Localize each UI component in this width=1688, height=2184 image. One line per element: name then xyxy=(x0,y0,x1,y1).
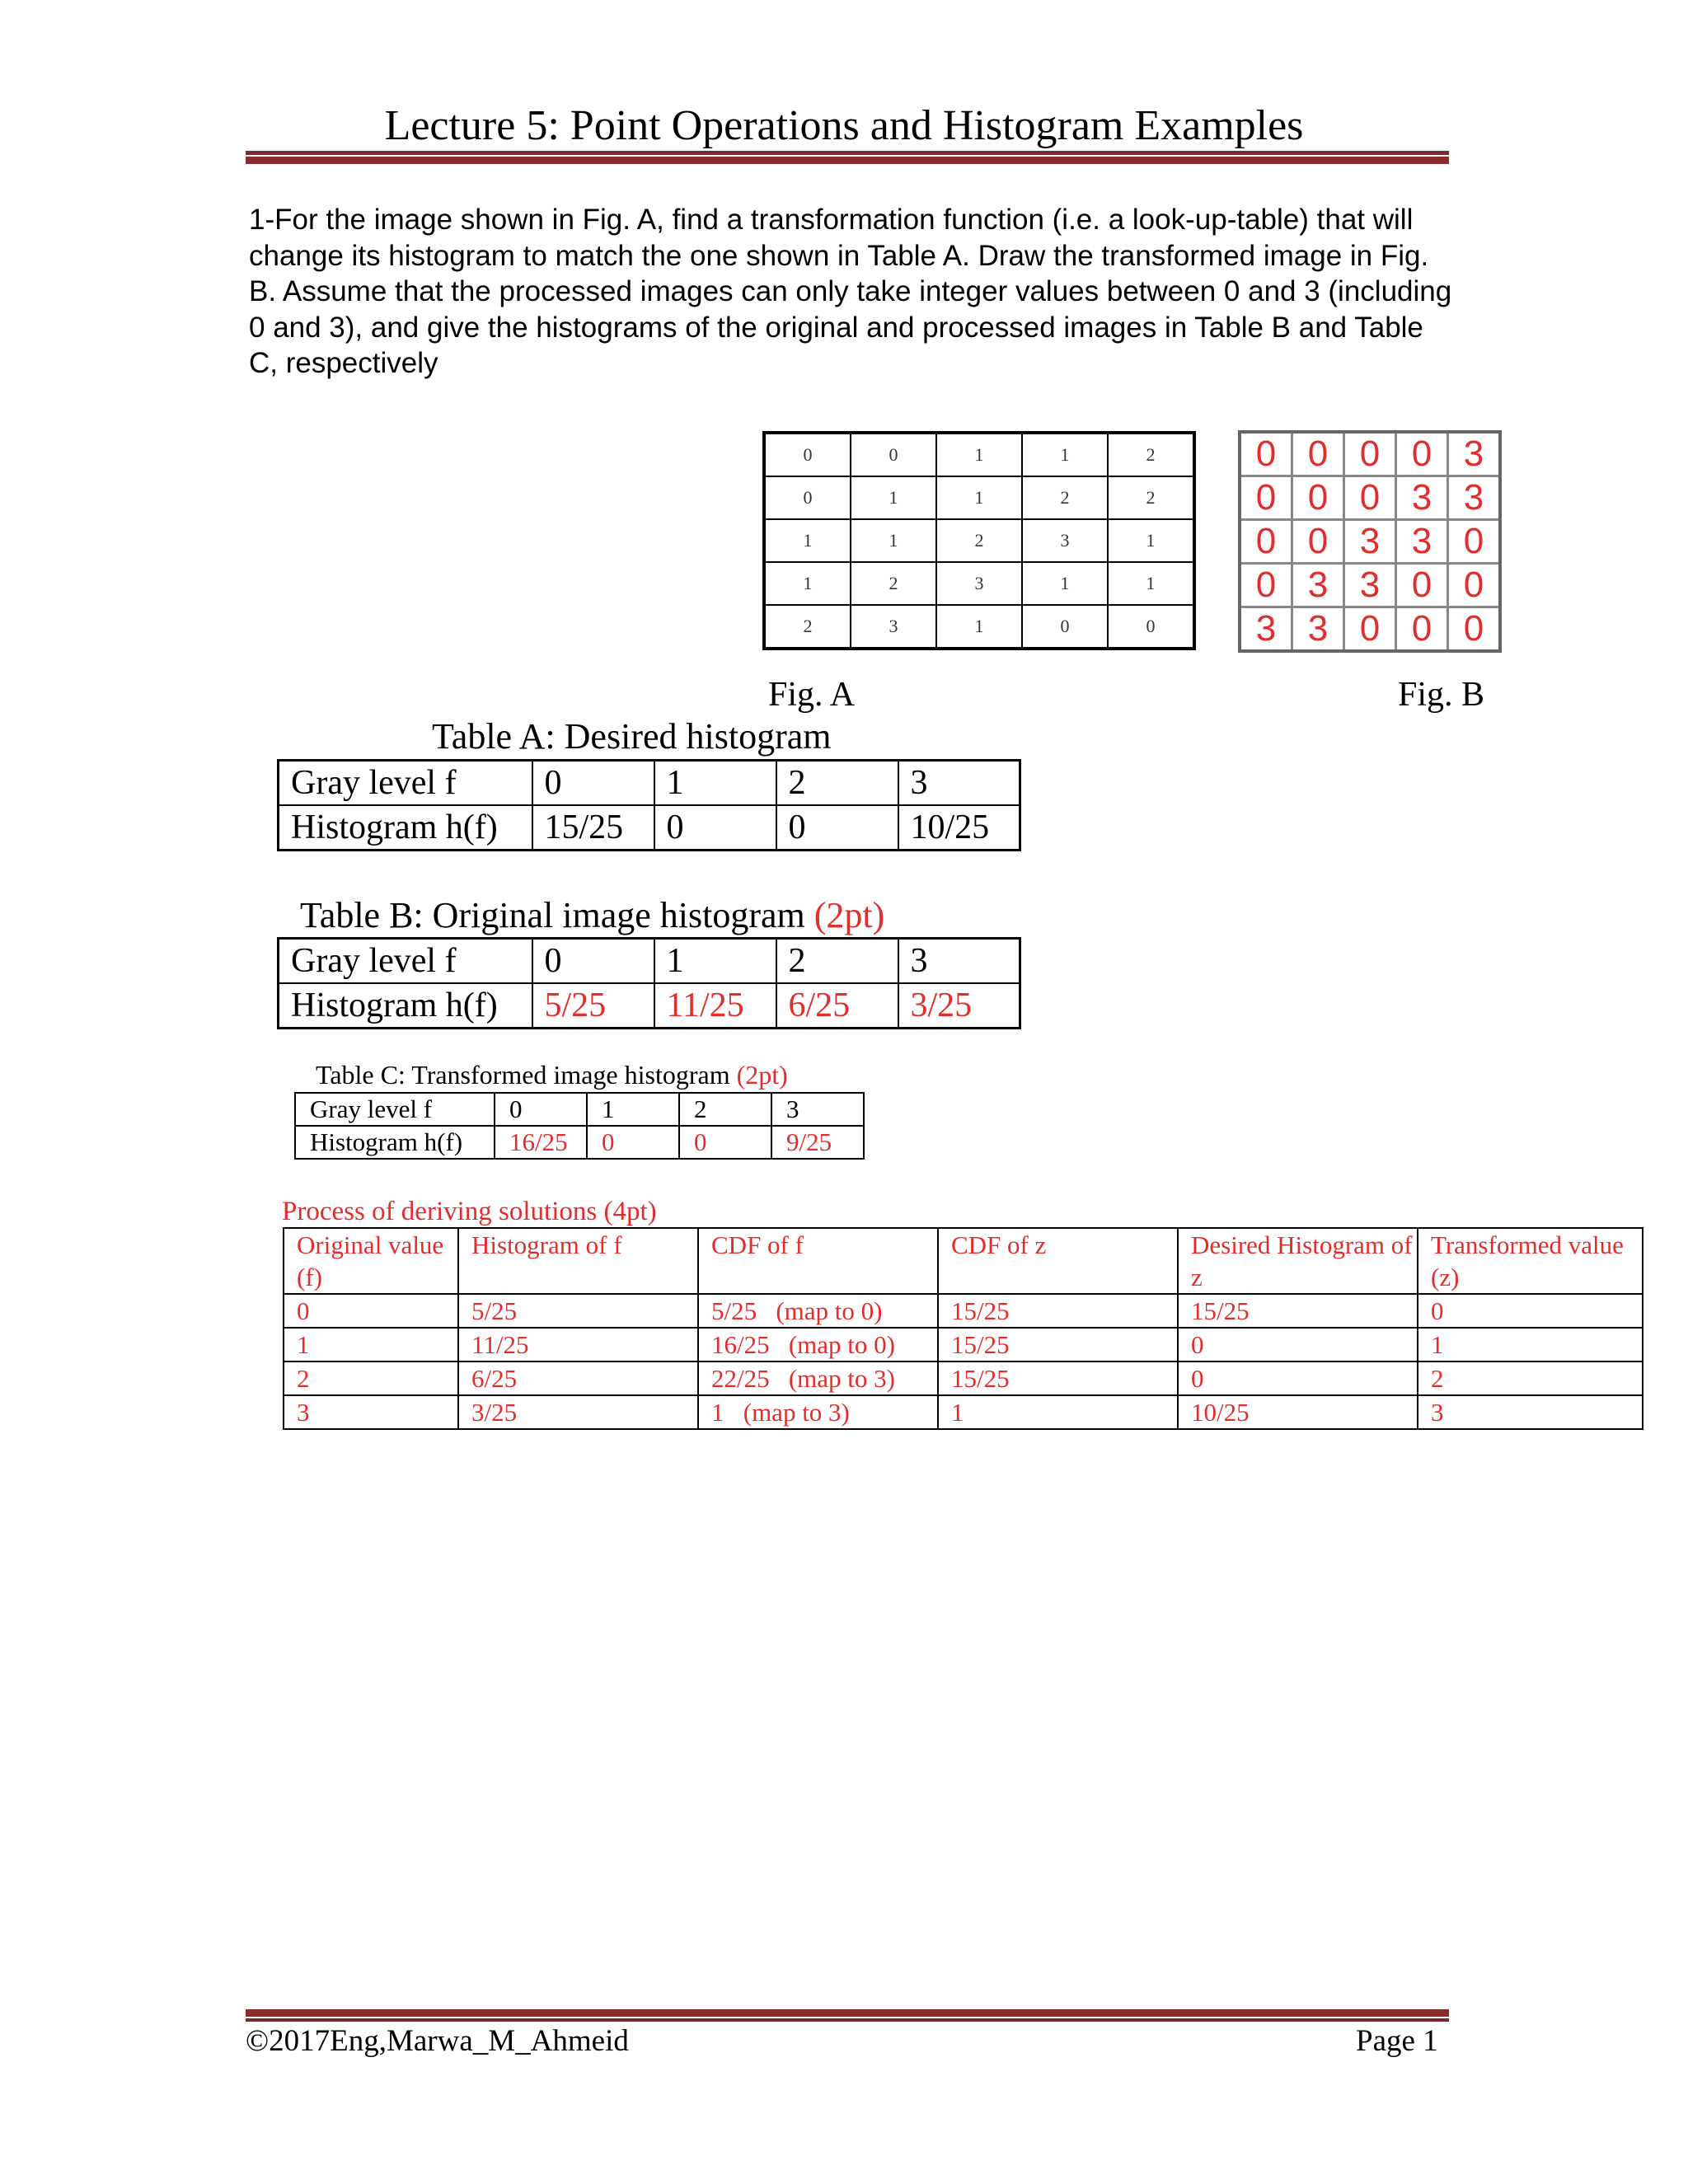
fig-a-cell: 2 xyxy=(1108,433,1194,476)
footer-rule-thick xyxy=(246,2009,1449,2017)
table-cell: 10/25 xyxy=(1178,1395,1418,1429)
table-cell: 1 xyxy=(938,1395,1178,1429)
table-row xyxy=(295,1126,864,1159)
table-row xyxy=(284,1328,1643,1361)
fig-a-row xyxy=(764,562,1194,605)
table-row xyxy=(295,1093,864,1126)
histogram-cell: 3/25 xyxy=(898,983,1020,1029)
process-table xyxy=(283,1227,1643,1430)
histogram-cell: 0 xyxy=(776,805,898,851)
table-row xyxy=(279,761,1020,806)
fig-b-cell: 3 xyxy=(1292,564,1344,607)
fig-b-cell: 0 xyxy=(1396,607,1448,652)
histogram-cell: 0 xyxy=(679,1126,771,1159)
fig-a-cell: 0 xyxy=(1108,605,1194,649)
fig-a-cell: 3 xyxy=(936,562,1022,605)
histogram-cell: 11/25 xyxy=(654,983,776,1029)
gray-level-cell: 0 xyxy=(532,939,654,984)
fig-b-row xyxy=(1240,520,1500,564)
fig-a-cell: 0 xyxy=(764,476,851,519)
table-a-title: Table A: Desired histogram xyxy=(432,716,832,757)
fig-a-pixel-grid xyxy=(762,431,1196,650)
fig-a-cell: 0 xyxy=(764,433,851,476)
table-cell: 3 xyxy=(1418,1395,1643,1429)
fig-a-row xyxy=(764,433,1194,476)
fig-a-cell: 3 xyxy=(851,605,936,649)
fig-a-cell: 2 xyxy=(1108,476,1194,519)
fig-b-cell: 0 xyxy=(1292,520,1344,564)
fig-b-cell: 3 xyxy=(1448,432,1501,476)
fig-b-row xyxy=(1240,432,1500,476)
row-label: Histogram h(f) xyxy=(279,983,532,1029)
table-c-points: (2pt) xyxy=(736,1060,788,1090)
fig-a-cell: 1 xyxy=(1022,562,1108,605)
fig-a-cell: 1 xyxy=(1022,433,1108,476)
fig-b-cell: 0 xyxy=(1292,476,1344,520)
fig-b-cell: 3 xyxy=(1344,520,1396,564)
gray-level-cell: 0 xyxy=(532,761,654,806)
table-cell: 3 xyxy=(284,1395,458,1429)
fig-b-cell: 0 xyxy=(1448,520,1501,564)
fig-b-cell: 0 xyxy=(1292,432,1344,476)
table-cell: 5/25 (map to 0) xyxy=(698,1294,938,1328)
table-b-original-histogram xyxy=(277,937,1021,1029)
fig-a-cell: 1 xyxy=(764,562,851,605)
table-b-title xyxy=(300,894,884,937)
fig-a-cell: 2 xyxy=(936,519,1022,562)
fig-b-cell: 3 xyxy=(1396,520,1448,564)
histogram-cell: 5/25 xyxy=(532,983,654,1029)
fig-b-row xyxy=(1240,476,1500,520)
column-header: CDF of z xyxy=(938,1228,1178,1294)
gray-level-cell: 2 xyxy=(679,1093,771,1126)
fig-b-caption: Fig. B xyxy=(1398,676,1485,714)
fig-a-cell: 1 xyxy=(851,519,936,562)
column-header: Transformed value (z) xyxy=(1418,1228,1643,1294)
table-row xyxy=(279,983,1020,1029)
table-cell: 1 xyxy=(1418,1328,1643,1361)
table-a-desired-histogram xyxy=(277,759,1021,851)
table-cell: 6/25 xyxy=(458,1361,698,1395)
column-header: Original value (f) xyxy=(284,1228,458,1294)
table-row xyxy=(284,1294,1643,1328)
footer-copyright: ©2017Eng,Marwa_M_Ahmeid xyxy=(246,2024,629,2058)
header-rule-thin xyxy=(246,151,1449,155)
table-row xyxy=(284,1361,1643,1395)
table-c-title-text: Table C: Transformed image histogram xyxy=(316,1060,730,1090)
fig-a-cell: 2 xyxy=(851,562,936,605)
table-cell: 15/25 xyxy=(1178,1294,1418,1328)
table-row xyxy=(279,939,1020,984)
table-cell: 0 xyxy=(1178,1361,1418,1395)
fig-a-cell: 2 xyxy=(764,605,851,649)
table-cell: 2 xyxy=(284,1361,458,1395)
fig-a-cell: 1 xyxy=(936,476,1022,519)
histogram-cell: 6/25 xyxy=(776,983,898,1029)
fig-a-row xyxy=(764,519,1194,562)
row-label: Gray level f xyxy=(295,1093,495,1126)
footer-page-number: Page 1 xyxy=(1356,2024,1438,2058)
fig-b-cell: 0 xyxy=(1240,476,1292,520)
fig-b-cell: 0 xyxy=(1396,564,1448,607)
fig-b-cell: 0 xyxy=(1344,607,1396,652)
column-header: CDF of f xyxy=(698,1228,938,1294)
fig-b-cell: 0 xyxy=(1240,564,1292,607)
fig-b-cell: 0 xyxy=(1240,432,1292,476)
histogram-cell: 10/25 xyxy=(898,805,1020,851)
gray-level-cell: 3 xyxy=(898,939,1020,984)
column-header: Histogram of f xyxy=(458,1228,698,1294)
gray-level-cell: 2 xyxy=(776,761,898,806)
fig-b-pixel-grid xyxy=(1238,430,1502,653)
gray-level-cell: 1 xyxy=(654,939,776,984)
fig-a-row xyxy=(764,476,1194,519)
gray-level-cell: 0 xyxy=(495,1093,587,1126)
fig-b-cell: 0 xyxy=(1240,520,1292,564)
fig-b-cell: 3 xyxy=(1292,607,1344,652)
gray-level-cell: 1 xyxy=(587,1093,679,1126)
row-label: Histogram h(f) xyxy=(295,1126,495,1159)
table-cell: 0 xyxy=(284,1294,458,1328)
fig-a-cell: 0 xyxy=(1022,605,1108,649)
fig-b-cell: 3 xyxy=(1240,607,1292,652)
table-cell: 1 xyxy=(284,1328,458,1361)
table-cell: 2 xyxy=(1418,1361,1643,1395)
table-cell: 16/25 (map to 0) xyxy=(698,1328,938,1361)
gray-level-cell: 3 xyxy=(898,761,1020,806)
histogram-cell: 0 xyxy=(654,805,776,851)
table-b-title-text: Table B: Original image histogram xyxy=(300,895,805,935)
fig-a-cell: 1 xyxy=(936,433,1022,476)
fig-a-cell: 1 xyxy=(936,605,1022,649)
table-cell: 0 xyxy=(1178,1328,1418,1361)
table-header-row xyxy=(284,1228,1643,1294)
row-label: Gray level f xyxy=(279,761,532,806)
histogram-cell: 0 xyxy=(587,1126,679,1159)
table-cell: 11/25 xyxy=(458,1328,698,1361)
fig-a-cell: 1 xyxy=(851,476,936,519)
gray-level-cell: 3 xyxy=(771,1093,864,1126)
table-cell: 15/25 xyxy=(938,1328,1178,1361)
fig-b-row xyxy=(1240,564,1500,607)
fig-a-cell: 1 xyxy=(1108,519,1194,562)
table-cell: 22/25 (map to 3) xyxy=(698,1361,938,1395)
gray-level-cell: 2 xyxy=(776,939,898,984)
table-cell: 3/25 xyxy=(458,1395,698,1429)
fig-a-cell: 3 xyxy=(1022,519,1108,562)
fig-b-cell: 0 xyxy=(1344,476,1396,520)
row-label: Gray level f xyxy=(279,939,532,984)
fig-b-cell: 3 xyxy=(1448,476,1501,520)
table-row xyxy=(279,805,1020,851)
table-cell: 5/25 xyxy=(458,1294,698,1328)
table-c-transformed-histogram xyxy=(294,1092,865,1160)
table-row xyxy=(284,1395,1643,1429)
fig-a-cell: 1 xyxy=(764,519,851,562)
row-label: Histogram h(f) xyxy=(279,805,532,851)
fig-a-cell: 2 xyxy=(1022,476,1108,519)
fig-b-cell: 3 xyxy=(1396,476,1448,520)
histogram-cell: 15/25 xyxy=(532,805,654,851)
fig-a-cell: 1 xyxy=(1108,562,1194,605)
table-b-points: (2pt) xyxy=(814,895,885,935)
fig-b-cell: 3 xyxy=(1344,564,1396,607)
fig-a-caption: Fig. A xyxy=(768,676,856,714)
fig-b-cell: 0 xyxy=(1448,564,1501,607)
process-title: Process of deriving solutions (4pt) xyxy=(282,1197,657,1226)
header-rule-thick xyxy=(246,157,1449,164)
table-cell: 15/25 xyxy=(938,1361,1178,1395)
fig-a-cell: 0 xyxy=(851,433,936,476)
table-cell: 0 xyxy=(1418,1294,1643,1328)
fig-b-cell: 0 xyxy=(1396,432,1448,476)
table-cell: 15/25 xyxy=(938,1294,1178,1328)
fig-b-row xyxy=(1240,607,1500,652)
table-cell: 1 (map to 3) xyxy=(698,1395,938,1429)
gray-level-cell: 1 xyxy=(654,761,776,806)
column-header: Desired Histogram of z xyxy=(1178,1228,1418,1294)
histogram-cell: 16/25 xyxy=(495,1126,587,1159)
fig-b-cell: 0 xyxy=(1448,607,1501,652)
fig-a-row xyxy=(764,605,1194,649)
fig-b-cell: 0 xyxy=(1344,432,1396,476)
table-c-title xyxy=(316,1058,788,1091)
question-text: 1-For the image shown in Fig. A, find a transformation function (i.e. a look-up-table) that will change its histogram to match the one shown in Table A. Draw the transformed image in Fig. B. Assume that the processed images can only take integer values between 0 and 3 (including 0 and 3), and give the histograms of the original and processed images in Table B and Table C, respectively xyxy=(249,204,1452,379)
page-title: Lecture 5: Point Operations and Histogram Examples xyxy=(384,102,1304,149)
histogram-cell: 9/25 xyxy=(771,1126,864,1159)
